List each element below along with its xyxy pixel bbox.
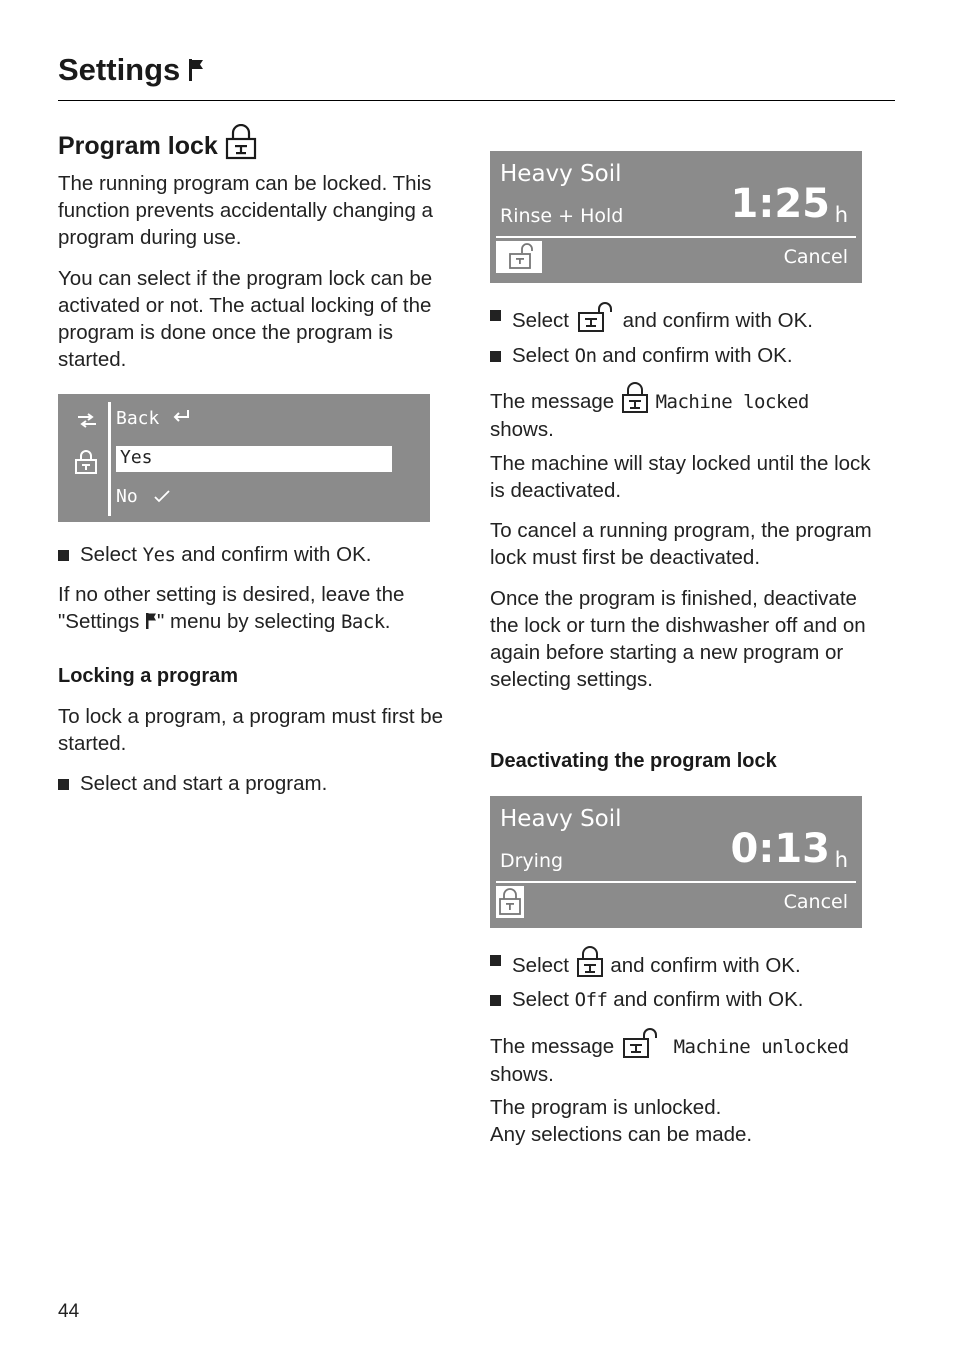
- instruction-text: and confirm with OK.: [175, 543, 372, 566]
- lock-icon: [575, 946, 605, 978]
- instruction-text: Select: [512, 988, 575, 1011]
- instruction-text: and confirm with OK.: [596, 344, 793, 367]
- menu-item-yes[interactable]: Yes: [120, 447, 153, 468]
- unlock-icon[interactable]: [496, 241, 542, 273]
- lock-settings-menu-display: [58, 394, 430, 522]
- instruction-text: and confirm with OK.: [622, 309, 813, 332]
- program-display-unlocking: [490, 796, 862, 928]
- settings-icon: [76, 413, 98, 429]
- instruction-text: Select: [512, 309, 575, 332]
- paragraph-text: shows.: [490, 418, 554, 441]
- lock-icon: [620, 382, 650, 414]
- flag-icon: [145, 612, 157, 630]
- instruction-select-lock-icon: [490, 946, 801, 979]
- instruction-text: Select: [512, 344, 575, 367]
- menu-item-no[interactable]: [116, 486, 171, 507]
- section-title: [58, 124, 258, 164]
- unlock-icon: [575, 301, 623, 333]
- instruction-text: and confirm with OK.: [607, 988, 804, 1011]
- paragraph-text: " menu by selecting: [157, 610, 341, 633]
- display-time-unit: h: [834, 203, 848, 227]
- instruction-text: Select: [512, 954, 575, 977]
- menu-no-label: No: [116, 486, 138, 507]
- option-paragraph: You can select if the program lock can be activated or not. The actual locking of the program is done once the program is started.: [58, 267, 433, 371]
- display-text-yes: Yes: [142, 544, 176, 566]
- paragraph-text: The message: [490, 1035, 620, 1058]
- display-text-back: Back: [340, 611, 385, 633]
- instruction-select-off: [490, 986, 803, 1014]
- unlocked-paragraph: [490, 1094, 890, 1148]
- display-text-machine-locked: Machine locked: [655, 391, 809, 413]
- intro-paragraph: The running program can be locked. This function prevents accidentally changing a program during use.: [58, 172, 433, 249]
- display-time-unit: h: [834, 848, 848, 872]
- instruction-select-on: [490, 342, 793, 370]
- instruction-text: and confirm with OK.: [604, 954, 801, 977]
- finished-program-paragraph: Once the program is finished, deactivate the lock or turn the dishwasher off and on again before starting a new program or selecting settings.: [490, 587, 866, 691]
- display-divider: [496, 236, 856, 238]
- program-display-locking: [490, 151, 862, 283]
- instruction-select-unlock-icon: [490, 301, 813, 334]
- instruction-select-yes: [58, 541, 371, 569]
- paragraph-text: If no other setting is desired, leave the "Settings: [58, 583, 405, 633]
- paragraph-text: Any selections can be made.: [490, 1123, 753, 1146]
- menu-divider: [108, 402, 111, 516]
- leave-settings-paragraph: [58, 581, 458, 636]
- menu-back-label: Back: [116, 408, 160, 429]
- paragraph-text: shows.: [490, 1063, 554, 1086]
- enter-icon: [170, 408, 192, 426]
- menu-item-back[interactable]: [116, 408, 192, 429]
- display-cancel-button[interactable]: Cancel: [783, 246, 848, 268]
- locked-message-paragraph: [490, 382, 890, 443]
- display-text-off: Off: [574, 989, 608, 1011]
- display-text-machine-unlocked: Machine unlocked: [673, 1036, 849, 1058]
- unlock-icon: [620, 1027, 668, 1059]
- section-title-text: Program lock: [58, 132, 218, 160]
- display-remaining-time: 1:25: [730, 181, 830, 227]
- display-program-name: Heavy Soil: [500, 806, 622, 832]
- cancel-program-paragraph: To cancel a running program, the program lock must first be deactivated.: [490, 519, 872, 569]
- page-title-text: Settings: [58, 52, 181, 87]
- paragraph-text: The program is unlocked.: [490, 1096, 722, 1119]
- paragraph-text: The message: [490, 390, 620, 413]
- display-program-phase: Drying: [500, 850, 564, 872]
- check-icon: [153, 489, 171, 503]
- instruction-text: Select: [80, 543, 143, 566]
- display-program-name: Heavy Soil: [500, 161, 622, 187]
- lock-icon: [224, 124, 258, 160]
- display-text-on: On: [574, 345, 597, 367]
- paragraph-text: .: [384, 610, 391, 633]
- locked-duration-paragraph: The machine will stay locked until the lock is deactivated.: [490, 452, 871, 502]
- flag-icon: [188, 58, 204, 82]
- lock-icon[interactable]: [496, 886, 524, 918]
- menu-selection-highlight: [116, 446, 392, 472]
- locking-heading: Locking a program: [58, 665, 239, 687]
- display-cancel-button[interactable]: Cancel: [783, 891, 848, 913]
- display-program-phase: Rinse + Hold: [500, 205, 624, 227]
- deactivating-heading: Deactivating the program lock: [490, 750, 777, 772]
- header-divider: [58, 100, 895, 101]
- page-number: 44: [58, 1301, 80, 1322]
- page-title: [58, 50, 204, 90]
- display-divider: [496, 881, 856, 883]
- unlocked-message-paragraph: [490, 1027, 910, 1088]
- display-remaining-time: 0:13: [730, 826, 830, 872]
- locking-paragraph: To lock a program, a program must first be started.: [58, 705, 444, 755]
- instruction-start-program: Select and start a program.: [58, 770, 327, 797]
- lock-icon: [74, 450, 98, 474]
